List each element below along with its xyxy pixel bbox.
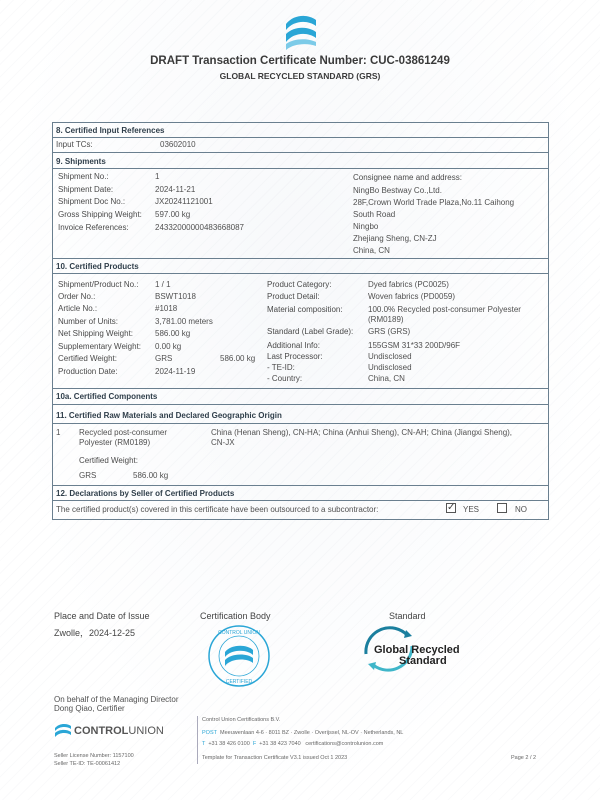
- consignee-line: NingBo Bestway Co.,Ltd.: [353, 186, 442, 195]
- product-field-label: Product Detail:: [267, 292, 320, 301]
- page-number: Page 2 / 2: [511, 755, 537, 761]
- seal-top-text: CONTROL UNION: [218, 630, 260, 636]
- product-field-value: Undisclosed: [368, 352, 412, 361]
- contact-line: [202, 741, 383, 747]
- product-field-value: 0.00 kg: [155, 342, 182, 351]
- no-label: NO: [515, 505, 527, 514]
- product-field-label: Order No.:: [58, 292, 96, 301]
- email-link[interactable]: certifications@controlunion.com: [305, 741, 384, 747]
- behalf-line: On behalf of the Managing Director: [54, 695, 179, 704]
- outsourced-statement: The certified product(s) covered in this certificate have been outsourced to a subcontractor:: [56, 505, 379, 514]
- post-label: POST: [202, 730, 217, 736]
- yes-checkbox[interactable]: [446, 503, 456, 513]
- raw-material-name: Polyester (RM0189): [79, 438, 151, 447]
- input-tcs-value: 03602010: [160, 140, 196, 149]
- brand-control: CONTROL: [74, 725, 129, 737]
- input-tcs-label: Input TCs:: [56, 140, 93, 149]
- address-text: Meeuwenlaan 4-6 · 8011 BZ · Zwolle · Overijssel, NL-OV · Netherlands, NL: [220, 730, 404, 736]
- product-field-label: Production Date:: [58, 367, 118, 376]
- place-date-label: Place and Date of Issue: [54, 611, 150, 621]
- divider: [52, 485, 549, 486]
- product-field-value: #1018: [155, 304, 178, 313]
- checkbox-checked-icon: ✓: [447, 502, 456, 513]
- certified-weight-amount: 586.00 kg: [220, 354, 256, 363]
- grs-logo-line1: Global Recycled: [374, 644, 460, 656]
- product-field-value: BSWT1018: [155, 292, 196, 301]
- divider: [52, 258, 549, 259]
- document-title: DRAFT Transaction Certificate Number: CUC-03861249: [150, 55, 450, 67]
- phone-number: +31 38 426 0100: [208, 741, 250, 747]
- consignee-line: Ningbo: [353, 222, 379, 231]
- product-field-label: Shipment/Product No.:: [58, 280, 139, 289]
- raw-material-origin: CN-JX: [211, 438, 235, 447]
- footer-divider: [197, 716, 198, 764]
- fax-number: +31 38 423 7040: [259, 741, 301, 747]
- product-field-label: - TE-ID:: [267, 363, 295, 372]
- divider: [52, 423, 549, 424]
- company-name: Control Union Certifications B.V.: [202, 717, 281, 723]
- section-11-heading: 11. Certified Raw Materials and Declared Geographic Origin: [56, 411, 282, 420]
- consignee-line: China, CN: [353, 246, 390, 255]
- product-field-value: 155GSM 31*33 200D/96F: [368, 341, 461, 350]
- yes-label: YES: [463, 505, 480, 514]
- brand-wordmark: [74, 725, 164, 737]
- product-field-value: Woven fabrics (PD0059): [368, 292, 455, 301]
- consignee-line: 28F,Crown World Trade Plaza,No.11 Caihong: [353, 198, 515, 207]
- grs-logo-line2: Standard: [399, 655, 447, 667]
- no-checkbox[interactable]: [497, 503, 507, 513]
- product-field-label: Number of Units:: [58, 317, 119, 326]
- product-field-label: Net Shipping Weight:: [58, 329, 134, 338]
- shipment-no-value: 1: [155, 172, 160, 181]
- divider: [52, 168, 549, 169]
- shipment-no-label: Shipment No.:: [58, 172, 109, 181]
- divider: [52, 404, 549, 405]
- seller-license: Seller License Number: 1157100: [54, 753, 134, 759]
- product-field-value: GRS: [155, 354, 173, 363]
- product-field-label: Standard (Label Grade):: [267, 327, 354, 336]
- consignee-line: South Road: [353, 210, 396, 219]
- certification-body-label: Certification Body: [200, 611, 271, 621]
- shipment-date-value: 2024-11-21: [155, 185, 196, 194]
- certifier-line: Dong Qiao, Certifier: [54, 704, 125, 713]
- gross-weight-value: 597.00 kg: [155, 210, 191, 219]
- product-field-value: 100.0% Recycled post-consumer Polyester: [368, 305, 521, 314]
- divider: [52, 152, 549, 153]
- invoice-ref-value: 24332000000483668087: [155, 223, 244, 232]
- product-field-value: 1 / 1: [155, 280, 171, 289]
- fax-label: F: [252, 741, 257, 747]
- consignee-line: Zhejiang Sheng, CN-ZJ: [353, 234, 437, 243]
- product-field-label: - Country:: [267, 374, 303, 383]
- phone-label: T: [202, 741, 206, 747]
- raw-certified-weight-standard: GRS: [79, 471, 97, 480]
- shipment-doc-value: JX20241121001: [155, 197, 213, 206]
- control-union-seal-icon: [207, 624, 271, 688]
- brand-union: UNION: [128, 725, 164, 737]
- divider: [52, 500, 549, 501]
- product-field-label: Material composition:: [267, 305, 343, 314]
- standard-label: Standard: [389, 611, 426, 621]
- product-field-label: Last Processor:: [267, 352, 323, 361]
- section-10a-heading: 10a. Certified Components: [56, 392, 158, 401]
- raw-material-origin: China (Henan Sheng), CN-HA; China (Anhui Sheng), CN-AH; China (Jiangxi Sheng),: [211, 428, 513, 437]
- product-field-value: 586.00 kg: [155, 329, 191, 338]
- raw-certified-weight-label: Certified Weight:: [79, 456, 138, 465]
- raw-certified-weight-value: 586.00 kg: [133, 471, 169, 480]
- post-address: [202, 730, 403, 736]
- product-field-value: Dyed fabrics (PC0025): [368, 280, 449, 289]
- seal-bottom-text: CERTIFIED: [225, 679, 253, 685]
- product-field-value: 2024-11-19: [155, 367, 196, 376]
- consignee-label: Consignee name and address:: [353, 173, 462, 182]
- shipment-date-label: Shipment Date:: [58, 185, 114, 194]
- divider: [52, 137, 549, 138]
- invoice-ref-label: Invoice References:: [58, 223, 129, 232]
- raw-material-index: 1: [56, 428, 61, 437]
- divider: [52, 273, 549, 274]
- product-field-label: Certified Weight:: [58, 354, 117, 363]
- control-union-logo-icon: [282, 10, 320, 50]
- product-field-value: (RM0189): [368, 315, 404, 324]
- section-9-heading: 9. Shipments: [56, 157, 106, 166]
- product-field-label: Article No.:: [58, 304, 98, 313]
- place-date-value: Zwolle，2024-12-25: [54, 628, 136, 638]
- product-field-label: Product Category:: [267, 280, 332, 289]
- section-10-heading: 10. Certified Products: [56, 262, 139, 271]
- product-field-label: Additional Info:: [267, 341, 320, 350]
- shipment-doc-label: Shipment Doc No.:: [58, 197, 126, 206]
- document-subtitle: GLOBAL RECYCLED STANDARD (GRS): [219, 71, 381, 81]
- product-field-value: 3,781.00 meters: [155, 317, 213, 326]
- template-note: Template for Transaction Certificate V3.1 issued Oct 1 2023: [202, 755, 348, 761]
- gross-weight-label: Gross Shipping Weight:: [58, 210, 142, 219]
- divider: [52, 388, 549, 389]
- raw-material-name: Recycled post-consumer: [79, 428, 168, 437]
- product-field-label: Supplementary Weight:: [58, 342, 142, 351]
- product-field-value: Undisclosed: [368, 363, 412, 372]
- section-12-heading: 12. Declarations by Seller of Certified Products: [56, 489, 235, 498]
- product-field-value: GRS (GRS): [368, 327, 411, 336]
- seller-teid: Seller TE-ID: TE-00061412: [54, 761, 121, 767]
- control-union-logo-icon: [54, 722, 72, 740]
- product-field-value: China, CN: [368, 374, 405, 383]
- section-8-heading: 8. Certified Input References: [56, 126, 165, 135]
